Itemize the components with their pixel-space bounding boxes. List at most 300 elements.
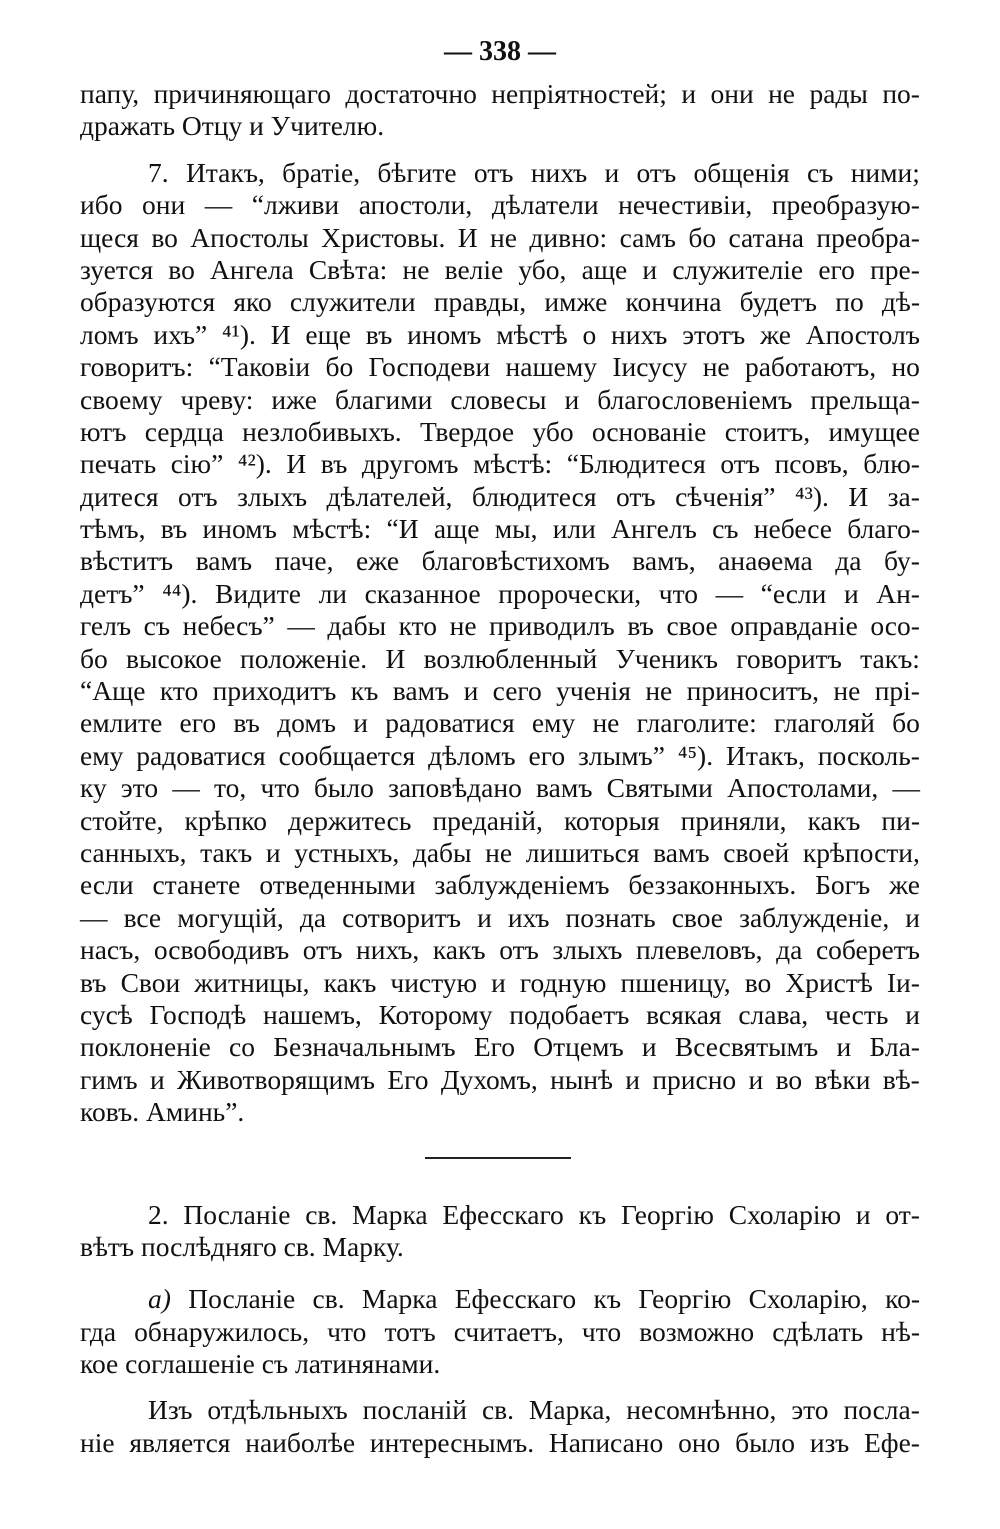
word: нашемъ, bbox=[263, 998, 362, 1030]
word: Животворящимъ bbox=[177, 1063, 376, 1095]
word: или bbox=[552, 513, 596, 545]
word: говоритъ: bbox=[80, 351, 194, 383]
word: радоватися bbox=[136, 739, 266, 771]
text-line: кое соглашеніе съ латинянами. bbox=[80, 1348, 441, 1380]
text-line bbox=[80, 610, 920, 642]
word: Посланіе bbox=[183, 1198, 291, 1230]
word: познать bbox=[565, 901, 656, 933]
word: дѣлатели bbox=[491, 189, 599, 221]
word: станете bbox=[152, 869, 241, 901]
word: анаѳема bbox=[718, 545, 813, 577]
word: детъ” bbox=[80, 577, 145, 609]
word: его bbox=[818, 253, 855, 285]
word: нихъ bbox=[611, 318, 668, 350]
word: Отцемъ bbox=[533, 1031, 624, 1063]
word: наиболѣе bbox=[245, 1426, 356, 1458]
word: въ bbox=[627, 610, 654, 642]
word: вамъ bbox=[536, 772, 593, 804]
word: было bbox=[735, 1426, 796, 1458]
word: Святыми bbox=[606, 772, 713, 804]
word: несомнѣнно, bbox=[626, 1394, 777, 1426]
word: по- bbox=[882, 78, 920, 109]
word: преобра- bbox=[816, 221, 920, 253]
word: годную bbox=[519, 966, 607, 998]
word: Схоларію, bbox=[748, 1283, 868, 1315]
text-line bbox=[80, 837, 920, 869]
word: другомъ bbox=[361, 448, 459, 480]
word: небесе bbox=[753, 513, 832, 545]
text-line bbox=[80, 416, 920, 448]
word: Господеви bbox=[368, 351, 491, 383]
word: мѣстѣ: bbox=[473, 448, 553, 480]
word: не bbox=[833, 675, 861, 707]
word: Господѣ bbox=[149, 998, 247, 1030]
word: яко bbox=[233, 286, 272, 318]
word: а) bbox=[148, 1283, 171, 1315]
word: ⁴⁴). bbox=[162, 577, 198, 609]
word: Ангелъ bbox=[611, 513, 697, 545]
text-line bbox=[80, 1316, 920, 1348]
word: тотъ bbox=[384, 1315, 436, 1347]
word: приходитъ bbox=[212, 675, 337, 707]
word: благими bbox=[334, 383, 433, 415]
word: и bbox=[748, 1063, 764, 1095]
word: злыхъ bbox=[552, 934, 623, 966]
word: ихъ bbox=[507, 901, 550, 933]
word: и bbox=[836, 1031, 852, 1063]
word: и bbox=[905, 998, 920, 1030]
word: и bbox=[265, 836, 281, 868]
word: они bbox=[142, 189, 186, 221]
word: “если bbox=[760, 577, 827, 609]
word: убо, bbox=[518, 253, 567, 285]
word: обнаружилось, bbox=[134, 1315, 310, 1347]
word: И bbox=[848, 480, 869, 512]
word: за- bbox=[887, 480, 920, 512]
word: сдѣлать bbox=[772, 1315, 864, 1347]
word: санныхъ, bbox=[80, 836, 187, 868]
word: освободивъ bbox=[153, 934, 290, 966]
word: отъ bbox=[473, 156, 514, 188]
word: стоитъ, bbox=[724, 415, 811, 447]
word: оправданіе bbox=[730, 610, 858, 642]
word: ніе bbox=[80, 1426, 115, 1458]
word: еже bbox=[356, 545, 400, 577]
text-line: вѣтъ послѣдняго св. Марку. bbox=[80, 1230, 404, 1262]
word: преобразую- bbox=[771, 189, 920, 221]
word: Ефе- bbox=[863, 1426, 920, 1458]
word: сообщается bbox=[278, 739, 416, 771]
word: ли bbox=[318, 577, 348, 609]
text-line: дражать Отцу и Учителю. bbox=[80, 110, 385, 142]
word: иже bbox=[271, 383, 317, 415]
word: вамъ bbox=[392, 675, 450, 707]
word: беззаконныхъ. bbox=[628, 869, 797, 901]
word: самъ bbox=[619, 221, 676, 253]
word: Ан- bbox=[876, 577, 920, 609]
word: сотворитъ bbox=[342, 901, 461, 933]
word: Его bbox=[473, 1031, 516, 1063]
word: со bbox=[229, 1031, 255, 1063]
word: И bbox=[270, 318, 291, 350]
word: благовѣстихомъ bbox=[421, 545, 610, 577]
word: гда bbox=[80, 1315, 117, 1347]
word: Апостолъ bbox=[805, 318, 920, 350]
word: И bbox=[286, 448, 307, 480]
page-number: — 338 — bbox=[444, 36, 556, 67]
word: будетъ bbox=[739, 286, 818, 318]
word: сказанное bbox=[364, 577, 481, 609]
word: прі- bbox=[874, 675, 920, 707]
word: бо bbox=[688, 221, 717, 253]
word: въ bbox=[320, 448, 348, 480]
word: папу, bbox=[80, 78, 140, 109]
word: такъ bbox=[200, 836, 253, 868]
word: что bbox=[260, 772, 300, 804]
word: отъ bbox=[302, 934, 343, 966]
word: псовъ, bbox=[774, 448, 849, 480]
text-line bbox=[80, 740, 920, 772]
word: сусѣ bbox=[80, 998, 133, 1030]
word: сію” bbox=[170, 448, 224, 480]
word: блю- bbox=[863, 448, 920, 480]
word: 2. bbox=[148, 1198, 169, 1230]
word: Схоларію bbox=[728, 1198, 842, 1230]
word: дабы bbox=[327, 610, 387, 642]
word: плевеловъ, bbox=[636, 934, 763, 966]
word: отведенными bbox=[259, 869, 416, 901]
word: Марка bbox=[352, 1198, 428, 1230]
subsection-heading bbox=[80, 1283, 920, 1380]
word: Написано bbox=[548, 1426, 664, 1458]
word: зуется bbox=[80, 253, 154, 285]
word: “лживи bbox=[251, 189, 340, 221]
word: отъ bbox=[177, 480, 218, 512]
word: нынѣ bbox=[550, 1063, 613, 1095]
word: могущій, bbox=[177, 901, 284, 933]
word: пшеницу, bbox=[620, 966, 731, 998]
divider-rule bbox=[425, 1157, 571, 1159]
word: соберетъ bbox=[815, 934, 920, 966]
word: Изъ bbox=[148, 1394, 193, 1426]
word: высокое bbox=[126, 642, 222, 674]
word: чреву: bbox=[180, 383, 254, 415]
word: ломъ bbox=[80, 318, 139, 350]
word: ибо bbox=[80, 189, 123, 221]
word: же bbox=[760, 318, 791, 350]
word: вамъ bbox=[653, 836, 710, 868]
word: и bbox=[149, 1063, 165, 1095]
word: отдѣльныхъ bbox=[207, 1394, 348, 1426]
word: съ bbox=[143, 610, 171, 642]
word: чистую bbox=[390, 966, 478, 998]
word: ютъ bbox=[80, 415, 127, 447]
word: приводилъ bbox=[489, 610, 615, 642]
word: — bbox=[172, 772, 200, 804]
word: еще bbox=[305, 318, 351, 350]
word: блюдитеся bbox=[471, 480, 597, 512]
word: Ефесскаго bbox=[454, 1283, 577, 1315]
word: — bbox=[80, 901, 108, 933]
word: убо bbox=[532, 415, 574, 447]
text-line: ковъ. Аминь”. bbox=[80, 1096, 245, 1128]
word: дивно: bbox=[529, 221, 608, 253]
word: держитесь bbox=[288, 804, 412, 836]
word: Марка, bbox=[528, 1394, 612, 1426]
word: посколь- bbox=[817, 739, 920, 771]
word: щеся bbox=[80, 221, 139, 253]
word: нечестивіи, bbox=[618, 189, 753, 221]
word: и bbox=[463, 675, 479, 707]
word: — bbox=[204, 189, 233, 221]
word: веліе bbox=[444, 253, 504, 285]
text-line bbox=[80, 1394, 920, 1426]
word: это bbox=[791, 1394, 829, 1426]
word: но bbox=[891, 351, 920, 383]
word: не bbox=[592, 707, 620, 739]
word: своей bbox=[723, 836, 790, 868]
word: устныхъ, bbox=[294, 836, 400, 868]
word: злыхъ bbox=[237, 480, 308, 512]
word: и bbox=[855, 1198, 871, 1230]
text-line bbox=[80, 1427, 920, 1459]
text-line bbox=[80, 286, 920, 318]
word: къ bbox=[350, 675, 379, 707]
word: что bbox=[327, 1315, 367, 1347]
word: къ bbox=[578, 1198, 607, 1230]
word: возможно bbox=[639, 1315, 755, 1347]
word: 7. bbox=[148, 156, 169, 188]
word: и bbox=[477, 901, 492, 933]
word: Апостолы bbox=[190, 221, 309, 253]
word: какъ bbox=[323, 966, 377, 998]
word: кто bbox=[159, 675, 199, 707]
text-line bbox=[80, 254, 920, 286]
word: достаточно bbox=[345, 78, 477, 109]
word: его bbox=[179, 707, 217, 739]
word: и bbox=[491, 966, 506, 998]
word: не bbox=[645, 675, 673, 707]
word: изъ bbox=[809, 1426, 850, 1458]
word: Его bbox=[387, 1063, 429, 1095]
word: по bbox=[835, 286, 864, 318]
word: словесы bbox=[450, 383, 547, 415]
word: И bbox=[385, 642, 406, 674]
paragraph-continuation bbox=[80, 78, 920, 143]
word: интереснымъ. bbox=[369, 1426, 535, 1458]
word: нѣ- bbox=[881, 1315, 920, 1347]
word: не bbox=[702, 351, 730, 383]
word: подобаетъ bbox=[509, 998, 630, 1030]
word: которыя bbox=[563, 804, 660, 836]
word: все bbox=[123, 901, 162, 933]
word: говоритъ bbox=[736, 642, 842, 674]
text-line bbox=[80, 1031, 920, 1063]
word: Твердое bbox=[419, 415, 515, 447]
word: бѣгите bbox=[377, 156, 457, 188]
word: отъ bbox=[720, 448, 760, 480]
word: что bbox=[581, 1315, 622, 1347]
word: посла- bbox=[843, 1394, 920, 1426]
word: глаголяй bbox=[774, 707, 875, 739]
word: Богъ bbox=[815, 869, 871, 901]
word: было bbox=[313, 772, 374, 804]
word: Безначальнымъ bbox=[273, 1031, 456, 1063]
word: ему bbox=[80, 739, 124, 771]
word: къ bbox=[593, 1283, 622, 1315]
word: основаніе bbox=[591, 415, 707, 447]
word: Апостолами, bbox=[727, 772, 879, 804]
text-line bbox=[80, 805, 920, 837]
word: и bbox=[641, 1031, 657, 1063]
text-line bbox=[80, 384, 920, 416]
word: возлюбленный bbox=[423, 642, 598, 674]
word: Христѣ bbox=[785, 966, 873, 998]
word: посланій bbox=[362, 1394, 468, 1426]
word: мы, bbox=[494, 513, 538, 545]
word: апостоли, bbox=[358, 189, 473, 221]
word: Итакъ, bbox=[185, 156, 265, 188]
word: иномъ bbox=[202, 513, 277, 545]
word: Іисусу bbox=[612, 351, 688, 383]
word: ку bbox=[80, 772, 107, 804]
word: отъ bbox=[616, 480, 656, 512]
word: о bbox=[582, 318, 597, 350]
word: паче, bbox=[274, 545, 334, 577]
word: какъ bbox=[432, 934, 486, 966]
word: да bbox=[776, 934, 803, 966]
word: лишиться bbox=[525, 836, 640, 868]
word: ученія bbox=[556, 675, 631, 707]
word: нихъ, bbox=[356, 934, 420, 966]
word: оно bbox=[678, 1426, 721, 1458]
word: приняли, bbox=[680, 804, 787, 836]
word: не bbox=[402, 253, 430, 285]
word: поклоненіе bbox=[80, 1031, 211, 1063]
word: мѣстѣ: bbox=[292, 513, 372, 545]
word: аще bbox=[581, 253, 628, 285]
word: Марка bbox=[361, 1283, 438, 1315]
word: пророчески, bbox=[498, 577, 642, 609]
word: во bbox=[151, 221, 178, 253]
word: то, bbox=[214, 772, 247, 804]
word: имже bbox=[544, 286, 608, 318]
word: присно bbox=[652, 1063, 737, 1095]
word: Итакъ, bbox=[726, 739, 805, 771]
word: бо bbox=[892, 707, 920, 739]
word: сатана bbox=[728, 221, 805, 253]
word: и bbox=[625, 1063, 640, 1095]
word: и bbox=[905, 901, 920, 933]
text-line bbox=[80, 78, 920, 110]
text-line bbox=[80, 1064, 920, 1096]
text-line bbox=[80, 157, 920, 189]
word: ему bbox=[531, 707, 576, 739]
word: глаголите: bbox=[636, 707, 757, 739]
word: нихъ bbox=[530, 156, 588, 188]
word: Свои bbox=[120, 966, 181, 998]
text-line bbox=[80, 351, 920, 383]
word: тѣмъ, bbox=[80, 513, 146, 545]
word: гелъ bbox=[80, 610, 132, 642]
word: и bbox=[564, 383, 580, 415]
word: Іи- bbox=[886, 966, 920, 998]
text-line bbox=[80, 869, 920, 901]
word: свое bbox=[671, 901, 724, 933]
word: преданій, bbox=[432, 804, 543, 836]
word: стойте, bbox=[80, 804, 164, 836]
word: — bbox=[715, 577, 744, 609]
word: Ангела bbox=[210, 253, 294, 285]
word: вамъ, bbox=[632, 545, 696, 577]
word: дабы bbox=[412, 836, 472, 868]
text-line bbox=[80, 967, 920, 999]
word: ⁴⁵). bbox=[677, 739, 714, 771]
word: домъ bbox=[277, 707, 336, 739]
word: — bbox=[892, 772, 920, 804]
word: ⁴²). bbox=[237, 448, 272, 480]
word: приноситъ, bbox=[686, 675, 819, 707]
word: бо bbox=[80, 642, 108, 674]
word: Бла- bbox=[869, 1031, 920, 1063]
word: бо bbox=[325, 351, 354, 383]
word: заблужденіе, bbox=[739, 901, 890, 933]
word: если bbox=[80, 869, 134, 901]
word: благословеніемъ bbox=[597, 383, 793, 415]
word: причиняющаго bbox=[153, 78, 331, 109]
word: дѣлателей, bbox=[326, 480, 453, 512]
paragraph-7 bbox=[80, 157, 920, 1129]
text-line bbox=[80, 1283, 920, 1315]
text-line bbox=[80, 513, 920, 545]
word: во bbox=[168, 253, 195, 285]
word: иномъ bbox=[407, 318, 482, 350]
word: непріятностей; bbox=[491, 78, 667, 109]
word: является bbox=[129, 1426, 231, 1458]
word: вѣки bbox=[814, 1063, 871, 1095]
word: кто bbox=[398, 610, 438, 642]
word: въ bbox=[365, 318, 393, 350]
word: да bbox=[299, 901, 327, 933]
word: они bbox=[710, 78, 754, 109]
word: и bbox=[604, 156, 620, 188]
text-line bbox=[80, 448, 920, 480]
word: бу- bbox=[884, 545, 920, 577]
word: св. bbox=[481, 1394, 515, 1426]
word: работаютъ, bbox=[744, 351, 877, 383]
word: заблужденіемъ bbox=[434, 869, 610, 901]
word: во bbox=[744, 966, 772, 998]
word: заповѣдано bbox=[388, 772, 522, 804]
word: отъ bbox=[499, 934, 539, 966]
word: съ bbox=[806, 156, 834, 188]
word: своему bbox=[80, 383, 163, 415]
word: ними; bbox=[850, 156, 920, 188]
word: въ bbox=[80, 966, 107, 998]
word: и bbox=[681, 78, 697, 109]
word: — bbox=[287, 610, 315, 642]
word: что bbox=[658, 577, 698, 609]
word: не bbox=[485, 836, 513, 868]
section-divider bbox=[80, 1129, 920, 1199]
word: Которому bbox=[378, 998, 493, 1030]
word: братіе, bbox=[282, 156, 361, 188]
word: ко- bbox=[885, 1283, 920, 1315]
word: честь bbox=[824, 998, 889, 1030]
word: мѣстѣ bbox=[496, 318, 568, 350]
word: не bbox=[449, 610, 477, 642]
word: злымъ” bbox=[578, 739, 665, 771]
